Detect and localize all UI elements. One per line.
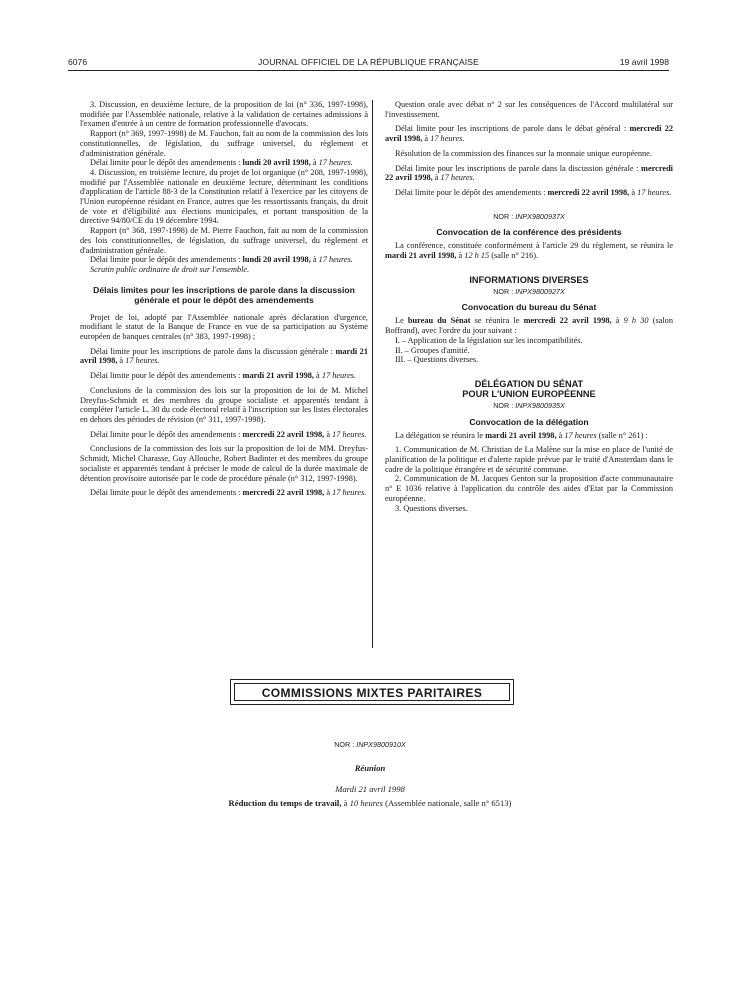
delegation-convocation-title: Convocation de la délégation bbox=[469, 416, 589, 427]
item-4-discussion: 4. Discussion, en troisième lecture, du projet de loi organique (n° 208, 1997-1998), modifié par l'Assemblée nationale en deuxième lecture, déterminant les conditions d'application de l'article 88-3 de la Constitution relatif à l'exercice par les citoyens de l'Union européenne résidant en France, autres que les ressortissants français, du droit de vote et d'éligibilité aux élections municipales, et portant transposition de la directive 94/80/CE du 19 décembre 1994. bbox=[80, 167, 368, 226]
nor-reference: NOR : INPX9800935X bbox=[493, 400, 565, 410]
bureau-item: III. – Questions diverses. bbox=[395, 355, 479, 365]
delegation-item: 3. Questions diverses. bbox=[395, 503, 468, 513]
issue-date: 19 avril 1998 bbox=[619, 57, 669, 67]
right-column bbox=[385, 100, 673, 513]
item-4-rapport: Rapport (n° 368, 1997-1998) de M. Pierre Fauchon, fait au nom de la commission des lois constitutionnelles, de législation, du suffrage universel, du règlement et d'administration générale. bbox=[80, 226, 368, 255]
resolution: Résolution de la commission des finances sur la monnaie unique européenne. bbox=[395, 148, 652, 158]
block1-parole: Délai limite pour les inscriptions de parole dans la discussion générale : mardi 21 avril 1998, à 17 heures. bbox=[80, 346, 368, 366]
item-4-delai: Délai limite pour le dépôt des amendements : lundi 20 avril 1998, à 17 heures. bbox=[90, 255, 353, 265]
informations-title: INFORMATIONS DIVERSES bbox=[469, 274, 589, 285]
column-divider bbox=[372, 100, 373, 648]
block3-amend: Délai limite pour le dépôt des amendements : mercredi 22 avril 1998, à 17 heures. bbox=[90, 488, 367, 498]
block1-amend: Délai limite pour le dépôt des amendements : mardi 21 avril 1998, à 17 heures. bbox=[90, 371, 357, 381]
nor-reference: NOR : INPX9800927X bbox=[493, 286, 565, 296]
resolution-amend: Délai limite pour le dépôt des amendements : mercredi 22 avril 1998, à 17 heures. bbox=[395, 187, 672, 197]
bureau-item: II. – Groupes d'amitié. bbox=[395, 345, 470, 355]
block2-text: Conclusions de la commission des lois sur la proposition de loi de M. Michel Dreyfus-Schmidt et des membres du groupe socialiste et apparentés tendant à compléter l'article L. 30 du code électoral relatif à l'inscription sur les listes électorales en dehors des périodes de révision (n° 311, 1997-1998). bbox=[80, 385, 368, 424]
resolution-parole: Délai limite pour les inscriptions de parole dans la discussion générale : mercredi 22 avril 1998, à 17 heures. bbox=[385, 163, 673, 183]
cmp-meeting-line: Réduction du temps de travail, à 10 heures (Assemblée nationale, salle n° 6513) bbox=[228, 798, 512, 808]
cmp-title-box bbox=[230, 679, 514, 705]
conference-title: Convocation de la conférence des présidents bbox=[436, 227, 622, 238]
item-4-scrutin: Scrutin public ordinaire de droit sur l'ensemble. bbox=[90, 264, 250, 274]
bureau-text: Le bureau du Sénat se réunira le mercredi 22 avril 1998, à 9 h 30 (salon Boffrand), avec l'ordre du jour suivant : bbox=[385, 316, 673, 336]
delegation-title-2: POUR L'UNION EUROPÉENNE bbox=[462, 388, 596, 399]
cmp-reunion-heading: Réunion bbox=[354, 763, 386, 773]
block1-text: Projet de loi, adopté par l'Assemblée nationale après déclaration d'urgence, modifiant le statut de la Banque de France en vue de sa participation au Système européen de banques centrales (n° 383, 1997-1998) ; bbox=[80, 312, 368, 342]
delegation-title-1: DÉLÉGATION DU SÉNAT bbox=[474, 378, 584, 389]
cmp-title: COMMISSIONS MIXTES PARITAIRES bbox=[234, 683, 510, 701]
delegation-item: 2. Communication de M. Jacques Genton sur la proposition d'acte communautaire n° E 1036 relative à l'application du contrôle des aides d'Etat par la Commission européenne. bbox=[385, 474, 673, 503]
delais-section-title: Délais limites pour les inscriptions de parole dans la discussion générale et pour le dépôt des amendements bbox=[93, 284, 355, 305]
page-header bbox=[68, 57, 669, 71]
item-3-discussion: 3. Discussion, en deuxième lecture, de la proposition de loi (n° 336, 1997-1998), modifiée par l'Assemblée nationale, relative à la validation de certaines admissions à l'examen d'entrée à un centre de formation professionnelle d'avocats. bbox=[80, 100, 368, 129]
delegation-text: La délégation se réunira le mardi 21 avril 1998, à 17 heures (salle n° 261) : bbox=[395, 430, 648, 440]
block3-text: Conclusions de la commission des lois sur la proposition de loi de MM. Dreyfus-Schmidt, Michel Charasse, Guy Allouche, Robert Badinter et des membres du groupe socialiste et apparentés tendant à préciser le mode de calcul de la durée maximale de détention provisoire autorisée par le code de procédure pénale (n° 312, 1997-1998). bbox=[80, 444, 368, 483]
item-3-rapport: Rapport (n° 369, 1997-1998) de M. Fauchon, fait au nom de la commission des lois constitutionnelles, de législation, du suffrage universel, du règlement et d'administration générale. bbox=[80, 129, 368, 158]
header-rule bbox=[68, 70, 669, 71]
cmp-date: Mardi 21 avril 1998 bbox=[335, 784, 405, 794]
block2-amend: Délai limite pour le dépôt des amendements : mercredi 22 avril 1998, à 17 heures. bbox=[90, 429, 367, 439]
question-parole: Délai limite pour les inscriptions de parole dans le débat général : mercredi 22 avril 1998, à 17 heures. bbox=[385, 124, 673, 144]
nor-reference: NOR : INPX9800937X bbox=[493, 211, 565, 221]
conference-text: La conférence, constituée conformément à l'article 29 du règlement, se réunira le mardi 21 avril 1998, à 12 h 15 (salle n° 216). bbox=[385, 241, 673, 261]
cmp-nor-reference: NOR : INPX9800910X bbox=[334, 740, 406, 749]
page-number: 6076 bbox=[68, 57, 88, 67]
journal-title: JOURNAL OFFICIEL DE LA RÉPUBLIQUE FRANÇAISE bbox=[258, 57, 479, 67]
delegation-item: 1. Communication de M. Christian de La Malène sur la mise en place de l'unité de planification de la politique et d'alerte rapide prévue par le traité d'Amsterdam dans le cadre de la politique étrangère et de sécurité commune. bbox=[385, 445, 673, 474]
item-3-delai: Délai limite pour le dépôt des amendements : lundi 20 avril 1998, à 17 heures. bbox=[90, 158, 353, 168]
left-column bbox=[80, 100, 368, 498]
question-orale: Question orale avec débat n° 2 sur les conséquences de l'Accord multilatéral sur l'investissement. bbox=[385, 100, 673, 119]
bureau-title: Convocation du bureau du Sénat bbox=[461, 302, 597, 313]
bureau-item: I. – Application de la législation sur les incompatibilités. bbox=[395, 335, 583, 345]
